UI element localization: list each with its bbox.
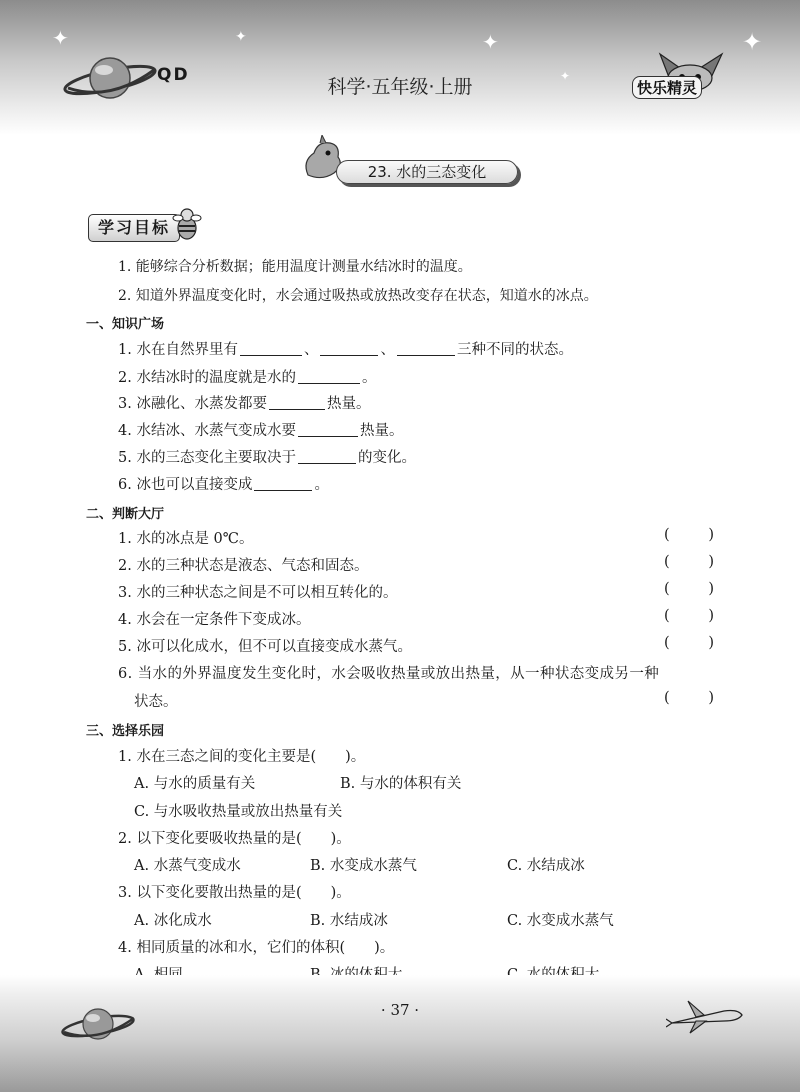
fill-blank-question: [118, 392, 370, 413]
page-number: · 37 ·: [380, 1001, 420, 1019]
answer-blank[interactable]: [254, 476, 312, 491]
choice-option-c[interactable]: C. 水变成水蒸气: [507, 913, 614, 929]
section-heading: 三、选择乐园: [86, 724, 165, 739]
fill-blank-question: [118, 473, 329, 494]
choice-option-c[interactable]: C. 水结成冰: [507, 858, 585, 874]
page-title: 科学·五年级·上册: [327, 76, 473, 98]
choice-question-stem: 2. 以下变化要吸收热量的是( )。: [118, 831, 351, 847]
choice-option-a[interactable]: A. 冰化成水: [134, 913, 212, 929]
answer-blank[interactable]: [397, 341, 455, 356]
question-text: 1. 水在自然界里有: [118, 342, 238, 358]
star-icon: ✦: [482, 30, 499, 54]
learning-objectives-badge: 学习目标: [88, 214, 180, 242]
answer-blank[interactable]: [320, 341, 378, 356]
fill-blank-question: [118, 366, 376, 387]
question-text: 4. 水结冰、水蒸气变成水要: [118, 423, 296, 439]
question-text: 2. 水结冰时的温度就是水的: [118, 370, 296, 386]
star-icon: ✦: [235, 29, 247, 45]
answer-blank[interactable]: [298, 422, 358, 437]
question-text: 。: [361, 370, 377, 386]
question-text: 三种不同的状态。: [456, 342, 573, 358]
choice-question-stem: 4. 相同质量的冰和水，它们的体积( )。: [118, 940, 395, 956]
answer-blank[interactable]: [240, 341, 302, 356]
lesson-title-banner: [300, 135, 530, 190]
choice-option-a[interactable]: A. 与水的质量有关: [134, 776, 256, 792]
true-false-statement: 2. 水的三种状态是液态、气态和固态。: [118, 558, 369, 574]
section-heading: 一、知识广场: [86, 317, 165, 332]
question-text: 热量。: [326, 396, 371, 412]
true-false-statement: 6. 当水的外界温度发生变化时，水会吸收热量或放出热量，从一种状态变成另一种: [118, 666, 660, 682]
choice-option-b[interactable]: B. 水变成水蒸气: [310, 858, 417, 874]
true-false-statement: 1. 水的冰点是 0℃。: [118, 531, 254, 547]
section-heading: 二、判断大厅: [86, 507, 165, 522]
page-header: [0, 0, 800, 135]
choice-option-b[interactable]: B. 与水的体积有关: [340, 776, 462, 792]
true-false-statement: 5. 冰可以化成水，但不可以直接变成水蒸气。: [118, 639, 412, 655]
choice-option-b[interactable]: B. 水结成冰: [310, 913, 388, 929]
true-false-statement-continued: 状态。: [134, 694, 178, 710]
bee-mascot-icon: [172, 206, 202, 242]
star-icon: ✦: [52, 26, 69, 50]
question-text: 。: [314, 477, 329, 493]
question-text: 热量。: [359, 423, 404, 439]
true-false-statement: 4. 水会在一定条件下变成冰。: [118, 612, 311, 628]
separator-text: 、: [303, 342, 319, 358]
true-false-statement: 3. 水的三种状态之间是不可以相互转化的。: [118, 585, 398, 601]
book-code: QD: [157, 65, 190, 85]
objective-item: 1. 能够综合分析数据；能用温度计测量水结冰时的温度。: [118, 259, 472, 275]
star-icon: ✦: [560, 69, 571, 83]
question-text: 6. 冰也可以直接变成: [118, 477, 253, 493]
workbook-page: ✦ ✦ ✦ ✦ ✦ QD 科学·五年级·上册 快乐精灵 23. 水的三态变化 学习目标 1. 能够综合分析数据；能用温度计测量水结冰时的温度。 2. 知道外界温度变化时，水会通过吸热或放热改变存在状态，知道水的冰点。 一、知识广场 1. 水在自然界里有 、 、 三种不同的状态。 2. 水结冰时的温度就是水的 。 3. 冰融化、水蒸发都要 热量。 4. 水结冰、水蒸气变成水要 热量。 5. 水的三态变化主要取决于 的变化。 6. 冰也可以直接变成 。 二、判断大厅 1. 水的冰点是 0℃。 ( ) 2. 水的三种状态是液态、气态和固态。 ( ) 3. 水的三种状态之间是不可以相互转化的。 ( ) 4. 水会在一定条件下变成冰。 ( ) 5. 冰可以化成水，但不可以直接变成水蒸气。 ( ) 6. 当水的外界温度发生变化时，水会吸收热量或放出热量，从一种状态变成另一种 状态。 ( ) 三、选择乐园 1. 水在三态之间的变化主要是( )。 A. 与水的质量有关 B. 与水的体积有关 C. 与水吸收热量或放出热量有关 2. 以下变化要吸收热量的是( )。 A. 水蒸气变成水 B. 水变成水蒸气 C. 水结成冰 3. 以下变化要散出热量的是( )。 A. 冰化成水 B. 水结成冰 C. 水变成水蒸气 4. 相同质量的冰和水，它们的体积( )。 · 37 ·: [0, 0, 800, 1092]
answer-blank[interactable]: [298, 449, 356, 464]
question-text: 5. 水的三态变化主要取决于: [118, 450, 296, 466]
star-icon: ✦: [742, 28, 763, 56]
answer-blank[interactable]: [298, 369, 360, 384]
question-text: 的变化。: [357, 450, 416, 466]
fill-blank-question: [118, 419, 403, 440]
choice-option-c[interactable]: C. 与水吸收热量或放出热量有关: [134, 804, 343, 820]
page-footer: [0, 975, 800, 1092]
separator-text: 、: [380, 342, 395, 358]
answer-blank[interactable]: [269, 395, 325, 410]
logo-text: 快乐精灵: [632, 76, 702, 99]
fill-blank-question: [118, 446, 416, 467]
choice-question-stem: 1. 水在三态之间的变化主要是( )。: [118, 749, 366, 765]
objective-item: 2. 知道外界温度变化时，水会通过吸热或放热改变存在状态，知道水的冰点。: [118, 288, 598, 304]
brand-logo: [630, 50, 740, 110]
question-text: 3. 冰融化、水蒸发都要: [118, 396, 267, 412]
choice-question-stem: 3. 以下变化要散出热量的是( )。: [118, 885, 351, 901]
lesson-title: 23. 水的三态变化: [336, 160, 518, 184]
fill-blank-question: [118, 338, 573, 359]
choice-option-a[interactable]: A. 水蒸气变成水: [134, 858, 241, 874]
